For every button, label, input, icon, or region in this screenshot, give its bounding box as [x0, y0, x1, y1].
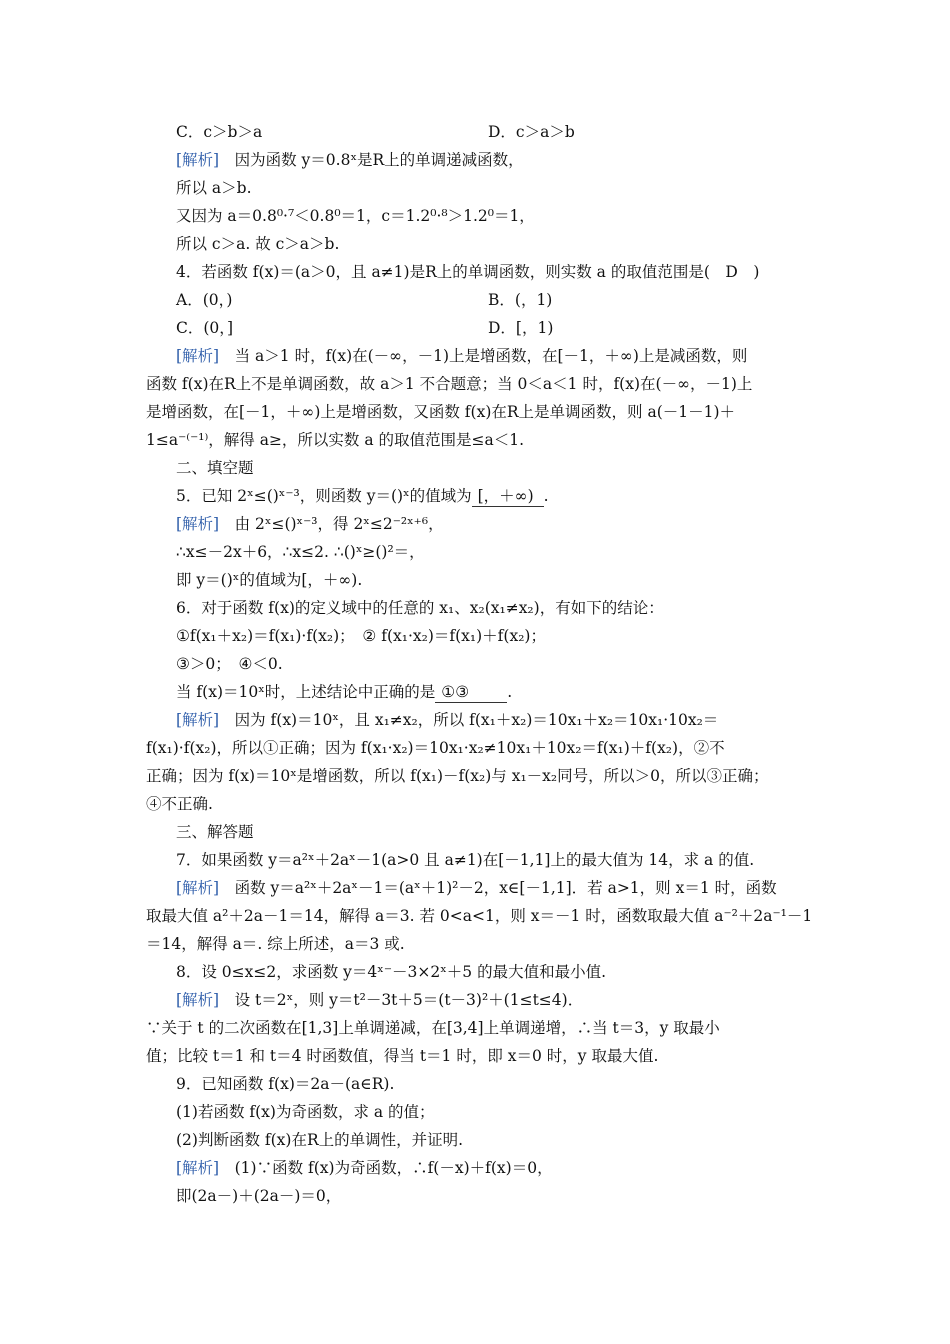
option-c-q4: C．(0，]	[176, 319, 234, 337]
text-line: ④不正确.	[146, 795, 213, 813]
section-heading-fill-blank: 二、填空题	[176, 459, 254, 477]
analysis-marker: [解析]	[176, 991, 220, 1009]
question-6-prompt	[176, 682, 512, 703]
text-line: (1)若函数 f(x)为奇函数，求 a 的值；	[176, 1103, 435, 1121]
analysis-marker: [解析]	[176, 347, 220, 365]
text-line: 值；比较 t＝1 和 t＝4 时函数值，得当 t＝1 时，即 x＝0 时，y 取最大值.	[146, 1047, 659, 1065]
text-line: 正确；因为 f(x)＝10ˣ是增函数，所以 f(x₁)－f(x₂)与 x₁－x₂同号，所以＞0，所以③正确；	[146, 767, 769, 785]
text-line: 即(2a－)＋(2a－)＝0，	[176, 1187, 342, 1205]
analysis-line: [解析] 由 2ˣ≤()ˣ⁻³，得 2ˣ≤2⁻²ˣ⁺⁶，	[176, 515, 444, 533]
analysis-marker: [解析]	[176, 515, 220, 533]
text-line: ①f(x₁＋x₂)＝f(x₁)·f(x₂)； ② f(x₁·x₂)＝f(x₁)＋f(x₂)；	[176, 627, 546, 645]
period: .	[543, 487, 549, 505]
text-line: ＝14，解得 a＝. 综上所述，a＝3 或.	[146, 935, 405, 953]
analysis-line: [解析] 函数 y＝a²ˣ＋2aˣ－1＝(aˣ＋1)²－2，x∈[－1,1]．若 a>1，则 x＝1 时，函数	[176, 879, 777, 897]
question-6-text: 当 f(x)＝10ˣ时，上述结论中正确的是	[176, 683, 436, 701]
question-5	[176, 486, 549, 507]
text-line: 所以 a＞b.	[176, 179, 252, 197]
question-9: 9．已知函数 f(x)＝2a－(a∈R).	[176, 1075, 395, 1093]
option-d-q4: D．[，1)	[488, 319, 554, 337]
analysis-marker: [解析]	[176, 711, 220, 729]
analysis-line: [解析] (1)∵函数 f(x)为奇函数，∴f(－x)＋f(x)＝0，	[176, 1159, 553, 1177]
option-a-q4: A．(0，)	[176, 291, 233, 309]
question-5-text: 5．已知 2ˣ≤()ˣ⁻³，则函数 y＝()ˣ的值域为	[176, 487, 472, 505]
analysis-marker: [解析]	[176, 151, 220, 169]
question-4: 4．若函数 f(x)＝(a＞0，且 a≠1)是R上的单调函数，则实数 a 的取值范围是( D )	[176, 263, 760, 281]
question-8: 8．设 0≤x≤2，求函数 y＝4ˣ⁻－3×2ˣ＋5 的最大值和最小值.	[176, 963, 607, 981]
analysis-line: [解析] 当 a＞1 时，f(x)在(－∞，－1)上是增函数，在[－1，＋∞)上是减函数，则	[176, 347, 748, 365]
text-line: 即 y＝()ˣ的值域为[，＋∞).	[176, 571, 363, 589]
option-c-q3: C．c＞b＞a	[176, 123, 263, 141]
text-line: 是增函数，在[－1，＋∞)上是增函数，又函数 f(x)在R上是单调函数，则 a(－1－1)＋	[146, 403, 736, 421]
text-line: 1≤a⁻⁽⁻¹⁾，解得 a≥，所以实数 a 的取值范围是≤a＜1.	[146, 431, 525, 449]
analysis-line: [解析] 设 t＝2ˣ，则 y＝t²－3t＋5＝(t－3)²＋(1≤t≤4)．	[176, 991, 584, 1009]
option-b-q4: B．(，1)	[488, 291, 553, 309]
text-line: 取最大值 a²＋2a－1＝14，解得 a＝3. 若 0<a<1，则 x＝－1 时，函数取最大值 a⁻²＋2a⁻¹－1	[146, 907, 813, 925]
answer-blank-q6: ①③	[435, 682, 507, 703]
text-line: ∵关于 t 的二次函数在[1,3]上单调递减，在[3,4]上单调递增，∴当 t＝3，y 取最小	[146, 1019, 720, 1037]
section-heading-solve: 三、解答题	[176, 823, 254, 841]
text-line: ③＞0； ④＜0.	[176, 655, 283, 673]
option-d-q3: D．c＞a＞b	[488, 123, 575, 141]
answer-blank-q5: [，＋∞)	[472, 486, 544, 507]
question-7: 7．如果函数 y＝a²ˣ＋2aˣ－1(a>0 且 a≠1)在[－1,1]上的最大值为 14，求 a 的值.	[176, 851, 755, 869]
period: .	[507, 683, 513, 701]
question-6: 6．对于函数 f(x)的定义域中的任意的 x₁、x₂(x₁≠x₂)，有如下的结论：	[176, 599, 664, 617]
text-line: f(x₁)·f(x₂)，所以①正确；因为 f(x₁·x₂)＝10x₁·x₂≠10x₁＋10x₂＝f(x₁)＋f(x₂)，②不	[146, 739, 725, 757]
text-line: ∴x≤－2x＋6，∴x≤2. ∴()ˣ≥()²＝，	[176, 543, 425, 561]
analysis-marker: [解析]	[176, 1159, 220, 1177]
analysis-marker: [解析]	[176, 879, 220, 897]
analysis-line: [解析] 因为函数 y＝0.8ˣ是R上的单调递减函数，	[176, 151, 524, 169]
text-line: 又因为 a＝0.8⁰·⁷＜0.8⁰＝1，c＝1.2⁰·⁸＞1.2⁰＝1，	[176, 207, 535, 225]
text-line: (2)判断函数 f(x)在R上的单调性，并证明.	[176, 1131, 464, 1149]
text-line: 所以 c＞a. 故 c＞a＞b.	[176, 235, 340, 253]
text-line: 函数 f(x)在R上不是单调函数，故 a＞1 不合题意；当 0＜a＜1 时，f(x)在(－∞，－1)上	[146, 375, 753, 393]
analysis-line: [解析] 因为 f(x)＝10ˣ，且 x₁≠x₂，所以 f(x₁＋x₂)＝10x₁＋x₂＝10x₁·10x₂＝	[176, 711, 719, 729]
